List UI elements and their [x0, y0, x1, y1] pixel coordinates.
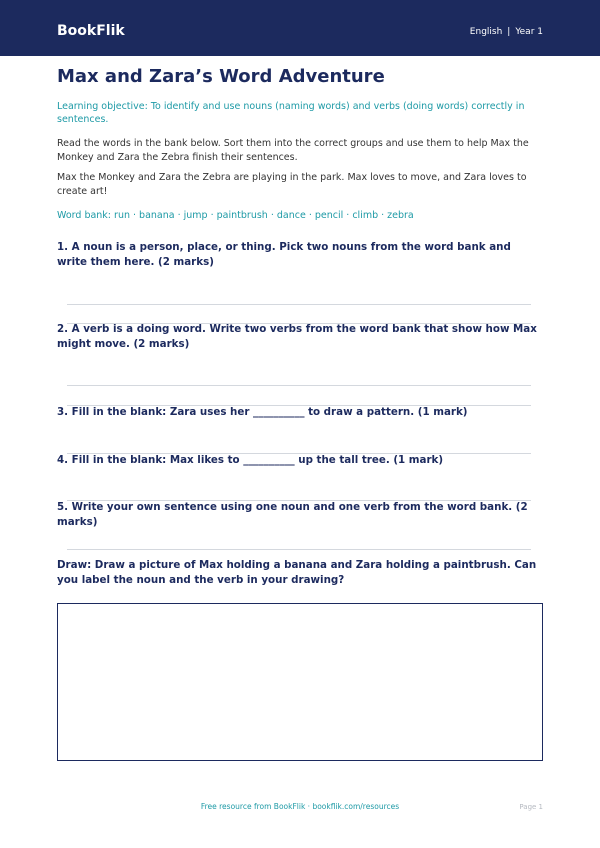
- question-3: 3. Fill in the blank: Zara uses her __________ to draw a pattern. (1 mark): [57, 406, 468, 418]
- story-paragraph: Max the Monkey and Zara the Zebra are playing in the park. Max loves to move, and Zara loves to create art!: [57, 172, 527, 197]
- header-meta: [470, 27, 543, 37]
- answer-line-5[interactable]: [67, 549, 531, 550]
- question-4: 4. Fill in the blank: Max likes to __________ up the tall tree. (1 mark): [57, 454, 444, 466]
- answer-line-1[interactable]: [67, 304, 531, 305]
- header-separator: |: [507, 27, 511, 37]
- instructions-paragraph: Read the words in the bank below. Sort them into the correct groups and use them to help Max the Monkey and Zara the Zebra finish their sentences.: [57, 138, 529, 163]
- question-1: 1. A noun is a person, place, or thing. Pick two nouns from the word bank and write them here. (2 marks): [57, 241, 511, 268]
- year-label: Year 1: [515, 27, 543, 37]
- answer-line-4[interactable]: [67, 500, 531, 501]
- drawing-box[interactable]: [57, 603, 543, 761]
- word-bank: Word bank: run · banana · jump · paintbrush · dance · pencil · climb · zebra: [57, 210, 414, 221]
- draw-prompt: Draw: Draw a picture of Max holding a banana and Zara holding a paintbrush. Can you label the noun and the verb in your drawing?: [57, 559, 537, 586]
- footer-text[interactable]: Free resource from BookFlik · bookflik.com/resources: [200, 802, 400, 811]
- subject-label: English: [469, 27, 503, 37]
- question-5: 5. Write your own sentence using one noun and one verb from the word bank. (2 marks): [57, 501, 528, 528]
- page-number: Page 1: [519, 803, 543, 811]
- question-2: 2. A verb is a doing word. Write two verbs from the word bank that show how Max might move. (2 marks): [57, 323, 537, 350]
- worksheet-title: Max and Zara’s Word Adventure: [57, 66, 385, 87]
- brand-logo[interactable]: BookFlik: [57, 23, 125, 39]
- learning-objective: Learning objective: To identify and use nouns (naming words) and verbs (doing words) correctly in sentences.: [57, 101, 525, 125]
- header-bar: [0, 0, 600, 56]
- answer-line-2[interactable]: [67, 385, 531, 386]
